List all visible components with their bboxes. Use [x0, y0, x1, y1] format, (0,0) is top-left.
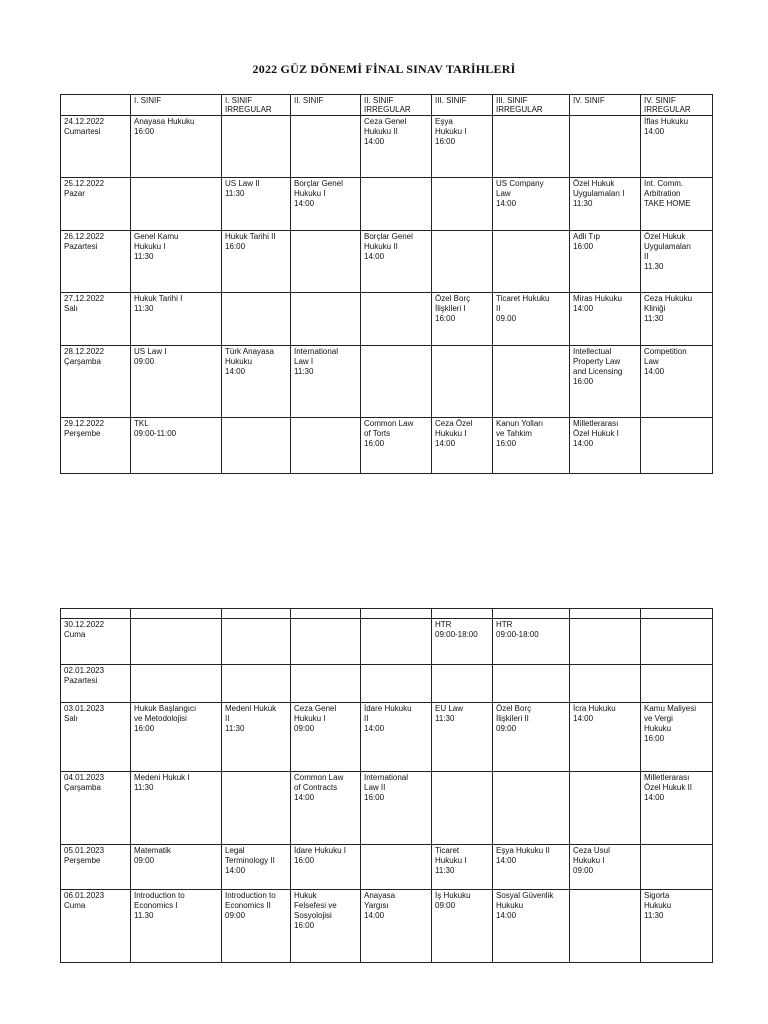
exam-date-cell: 02.01.2023 Pazartesi: [61, 665, 131, 703]
exam-cell: [641, 845, 713, 890]
exam-cell: [493, 665, 570, 703]
exam-cell: [493, 346, 570, 418]
exam-cell: [641, 619, 713, 665]
exam-cell: Introduction to Economics II 09:00: [222, 890, 291, 963]
exam-cell: [291, 619, 361, 665]
exam-cell: Borçlar Genel Hukuku II 14:00: [361, 231, 432, 293]
exam-cell: Ticaret Hukuku II 09.00: [493, 293, 570, 346]
exam-cell: [493, 116, 570, 178]
exam-cell: [570, 772, 641, 845]
exam-cell: International Law II 16:00: [361, 772, 432, 845]
exam-cell: [291, 231, 361, 293]
exam-cell: Competition Law 14:00: [641, 346, 713, 418]
exam-schedule-table-1: [60, 94, 713, 474]
exam-cell: [570, 665, 641, 703]
exam-cell: [222, 418, 291, 474]
exam-cell: İdare Hukuku I 16:00: [291, 845, 361, 890]
header-cell: II. SINIF IRREGULAR: [361, 95, 432, 116]
exam-cell: HTR 09:00-18:00: [432, 619, 493, 665]
exam-cell: Hukuk Tarihi II 16:00: [222, 231, 291, 293]
exam-cell: [131, 619, 222, 665]
exam-cell: İş Hukuku 09:00: [432, 890, 493, 963]
exam-date-cell: 28.12.2022 Çarşamba: [61, 346, 131, 418]
header-cell: IV. SINIF: [570, 95, 641, 116]
exam-cell: [361, 665, 432, 703]
exam-cell: HTR 09:00-18:00: [493, 619, 570, 665]
header-cell: [570, 609, 641, 619]
exam-day-row: [61, 772, 713, 845]
exam-cell: İdare Hukuku II 14:00: [361, 703, 432, 772]
exam-cell: [361, 845, 432, 890]
exam-cell: [570, 619, 641, 665]
exam-cell: [222, 665, 291, 703]
exam-cell: International Law I 11:30: [291, 346, 361, 418]
exam-cell: [361, 346, 432, 418]
exam-date-cell: 30.12.2022 Cuma: [61, 619, 131, 665]
header-cell: [641, 609, 713, 619]
header-cell: [222, 609, 291, 619]
exam-cell: [493, 772, 570, 845]
exam-day-row: [61, 845, 713, 890]
exam-cell: Intellectual Property Law and Licensing 16:00: [570, 346, 641, 418]
header-cell: III. SINIF: [432, 95, 493, 116]
exam-cell: Ceza Genel Hukuku I 09:00: [291, 703, 361, 772]
exam-cell: [131, 665, 222, 703]
exam-cell: [222, 116, 291, 178]
header-cell: IV. SINIF IRREGULAR: [641, 95, 713, 116]
header-cell: [61, 609, 131, 619]
exam-cell: Common Law of Contracts 14:00: [291, 772, 361, 845]
header-cell: [493, 609, 570, 619]
exam-date-cell: 04.01.2023 Çarşamba: [61, 772, 131, 845]
exam-cell: [291, 293, 361, 346]
exam-date-cell: 24.12.2022 Cumartesi: [61, 116, 131, 178]
exam-cell: Medeni Hukuk II 11:30: [222, 703, 291, 772]
exam-cell: [361, 619, 432, 665]
header-cell: [432, 609, 493, 619]
exam-cell: Ceza Usul Hukuku I 09:00: [570, 845, 641, 890]
exam-cell: EU Law 11:30: [432, 703, 493, 772]
exam-cell: Özel Hukuk Uygulamaları I 11:30: [570, 178, 641, 231]
exam-cell: Anayasa Yargısı 14:00: [361, 890, 432, 963]
exam-cell: [641, 418, 713, 474]
exam-day-row: [61, 178, 713, 231]
exam-day-row: [61, 619, 713, 665]
exam-date-cell: 05.01.2023 Perşembe: [61, 845, 131, 890]
exam-cell: [432, 178, 493, 231]
exam-cell: [291, 665, 361, 703]
exam-cell: Genel Kamu Hukuku I 11:30: [131, 231, 222, 293]
exam-cell: Sigorta Hukuku 11:30: [641, 890, 713, 963]
exam-cell: Milletlerarası Özel Hukuk I 14:00: [570, 418, 641, 474]
exam-cell: Ticaret Hukuku I 11:30: [432, 845, 493, 890]
exam-date-cell: 06.01.2023 Cuma: [61, 890, 131, 963]
exam-date-cell: 25.12.2022 Pazar: [61, 178, 131, 231]
exam-cell: Özel Borç İlişkileri I 16:00: [432, 293, 493, 346]
exam-cell: Türk Anayasa Hukuku 14:00: [222, 346, 291, 418]
exam-day-row: [61, 346, 713, 418]
exam-cell: Legal Terminology II 14:00: [222, 845, 291, 890]
exam-cell: US Company Law 14:00: [493, 178, 570, 231]
exam-cell: Introduction to Economics I 11.30: [131, 890, 222, 963]
exam-cell: Özel Hukuk Uygulamaları II 11.30: [641, 231, 713, 293]
exam-cell: [291, 116, 361, 178]
exam-cell: [222, 619, 291, 665]
exam-cell: Ceza Genel Hukuku II 14:00: [361, 116, 432, 178]
exam-cell: Eşya Hukuku II 14:00: [493, 845, 570, 890]
exam-cell: [222, 772, 291, 845]
exam-date-cell: 03.01.2023 Salı: [61, 703, 131, 772]
exam-cell: [570, 116, 641, 178]
exam-cell: [291, 418, 361, 474]
exam-cell: US Law II 11:30: [222, 178, 291, 231]
header-cell: II. SINIF: [291, 95, 361, 116]
exam-cell: Hukuk Felsefesi ve Sosyolojisi 16:00: [291, 890, 361, 963]
exam-cell: Sosyal Güvenlik Hukuku 14:00: [493, 890, 570, 963]
exam-cell: İcra Hukuku 14:00: [570, 703, 641, 772]
header-row: [61, 609, 713, 619]
exam-day-row: [61, 418, 713, 474]
header-cell: III. SINIF IRREGULAR: [493, 95, 570, 116]
header-cell: [361, 609, 432, 619]
header-cell: I. SINIF: [131, 95, 222, 116]
exam-cell: [131, 178, 222, 231]
exam-cell: Hukuk Başlangıcı ve Metodolojisi 16:00: [131, 703, 222, 772]
exam-cell: Kamu Maliyesi ve Vergi Hukuku 16:00: [641, 703, 713, 772]
exam-day-row: [61, 890, 713, 963]
exam-cell: [570, 890, 641, 963]
exam-cell: Medeni Hukuk I 11:30: [131, 772, 222, 845]
exam-cell: [641, 665, 713, 703]
exam-cell: Milletlerarası Özel Hukuk II 14:00: [641, 772, 713, 845]
exam-cell: [432, 346, 493, 418]
exam-day-row: [61, 231, 713, 293]
exam-cell: [432, 772, 493, 845]
header-cell: [61, 95, 131, 116]
exam-cell: Common Law of Torts 16:00: [361, 418, 432, 474]
exam-date-cell: 26.12.2022 Pazartesi: [61, 231, 131, 293]
exam-cell: [361, 293, 432, 346]
exam-cell: Kanun Yolları ve Tahkim 16:00: [493, 418, 570, 474]
exam-date-cell: 29.12.2022 Perşembe: [61, 418, 131, 474]
exam-cell: Ceza Özel Hukuku I 14:00: [432, 418, 493, 474]
header-cell: [291, 609, 361, 619]
exam-schedule-table-2: [60, 608, 713, 963]
exam-day-row: [61, 665, 713, 703]
header-cell: I. SINIF IRREGULAR: [222, 95, 291, 116]
exam-cell: [222, 293, 291, 346]
exam-cell: Miras Hukuku 14:00: [570, 293, 641, 346]
exam-cell: İflas Hukuku 14:00: [641, 116, 713, 178]
exam-day-row: [61, 293, 713, 346]
exam-cell: TKL 09:00-11:00: [131, 418, 222, 474]
header-row: [61, 95, 713, 116]
exam-cell: Ceza Hukuku Kliniği 11:30: [641, 293, 713, 346]
exam-cell: [432, 665, 493, 703]
exam-cell: Hukuk Tarihi I 11:30: [131, 293, 222, 346]
exam-cell: Anayasa Hukuku 16:00: [131, 116, 222, 178]
exam-cell: Int. Comm. Arbitration TAKE HOME: [641, 178, 713, 231]
exam-cell: [493, 231, 570, 293]
exam-cell: US Law I 09:00: [131, 346, 222, 418]
exam-date-cell: 27.12.2022 Salı: [61, 293, 131, 346]
exam-cell: Özel Borç İlişkileri II 09:00: [493, 703, 570, 772]
exam-day-row: [61, 703, 713, 772]
exam-cell: Eşya Hukuku I 16:00: [432, 116, 493, 178]
exam-cell: Matematik 09:00: [131, 845, 222, 890]
exam-cell: [361, 178, 432, 231]
exam-cell: Borçlar Genel Hukuku I 14:00: [291, 178, 361, 231]
exam-day-row: [61, 116, 713, 178]
exam-cell: Adli Tıp 16:00: [570, 231, 641, 293]
exam-cell: [432, 231, 493, 293]
page-title: 2022 GÜZ DÖNEMİ FİNAL SINAV TARİHLERİ: [252, 62, 516, 76]
header-cell: [131, 609, 222, 619]
